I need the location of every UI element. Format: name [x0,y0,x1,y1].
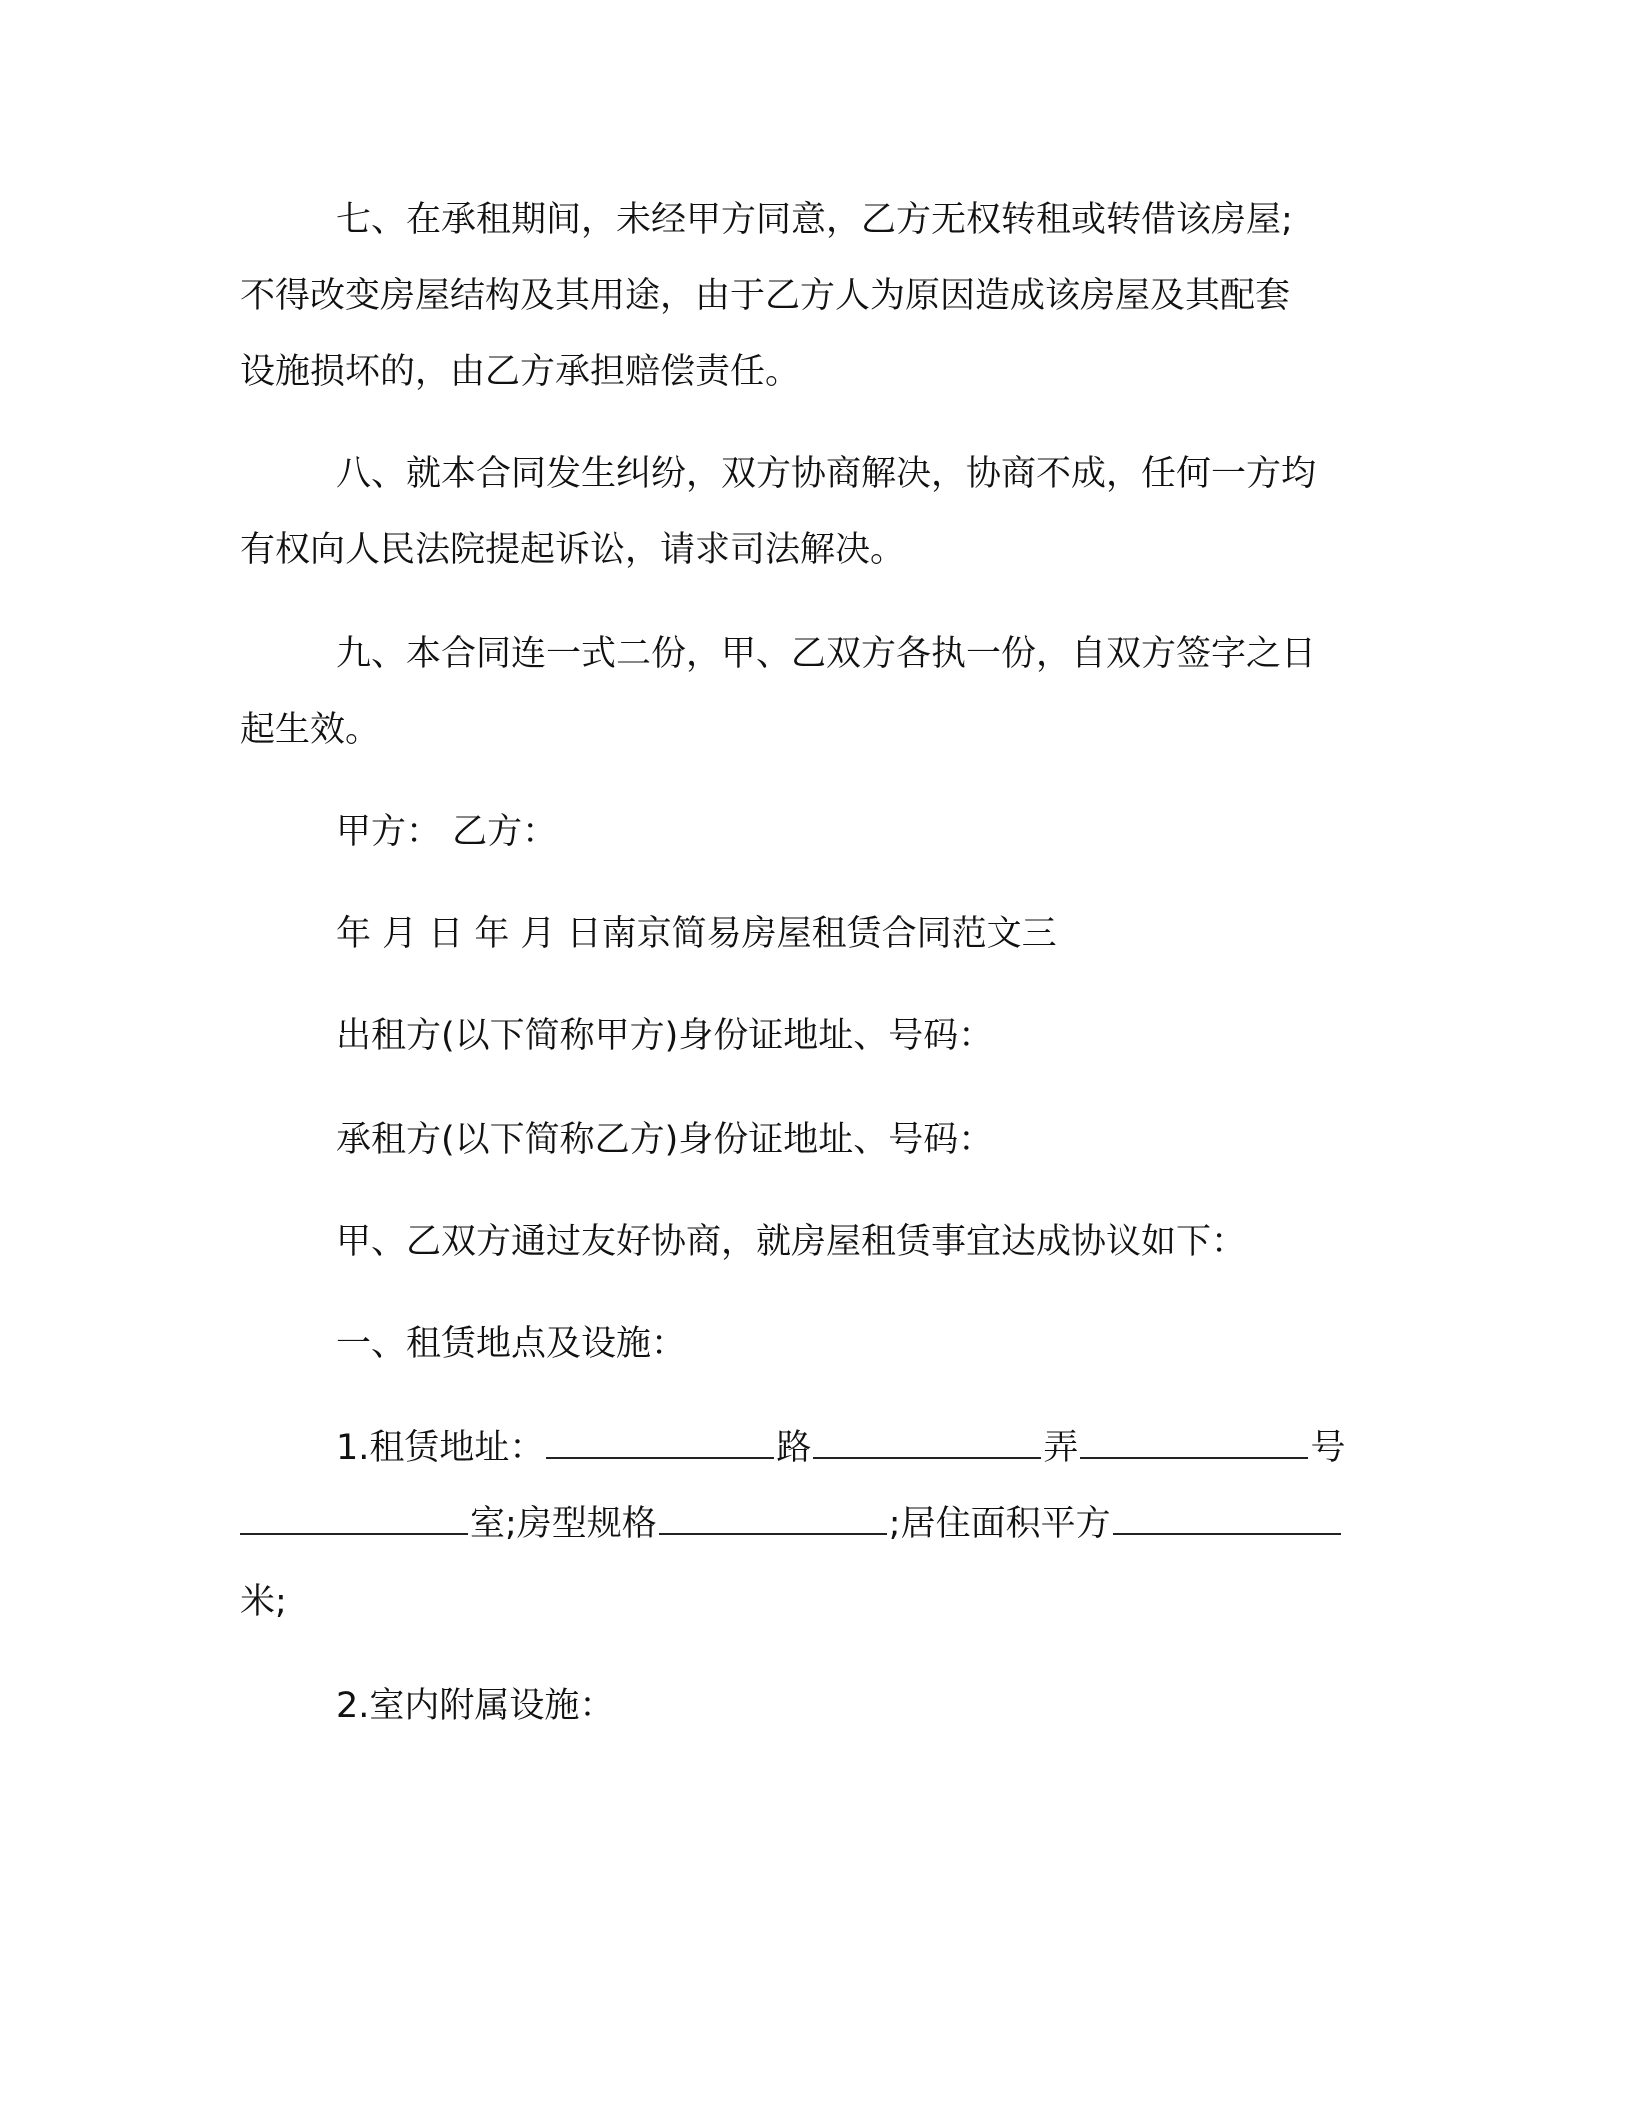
lessee-line: 承租方(以下简称乙方)身份证地址、号码： [336,1120,994,1160]
number-label: 号 [1310,1428,1346,1468]
number-blank [1080,1427,1308,1459]
road-blank [546,1427,774,1459]
room-label: 室;房型规格 [470,1504,657,1544]
area-label: ;居住面积平方 [888,1504,1111,1544]
signature-line: 甲方： 乙方： [336,812,558,852]
room-blank [240,1503,468,1535]
lessor-line: 出租方(以下简称甲方)身份证地址、号码： [336,1016,994,1056]
clause-8-line-2: 有权向人民法院提起诉讼，请求司法解决。 [240,530,906,570]
address-label: 1.租赁地址： [336,1428,545,1468]
clause-7-line-3: 设施损坏的，由乙方承担赔偿责任。 [240,352,801,392]
layout-blank [659,1503,887,1535]
agreement-line: 甲、乙双方通过友好协商，就房屋租赁事宜达成协议如下： [336,1222,1247,1262]
clause-8-line-1: 八、就本合同发生纠纷，双方协商解决，协商不成，任何一方均 [336,454,1317,494]
clause-9-line-1: 九、本合同连一式二份，甲、乙双方各执一份，自双方签字之日 [336,634,1317,674]
clause-9-line-2: 起生效。 [240,710,381,750]
clause-7-line-1: 七、在承租期间，未经甲方同意，乙方无权转租或转借该房屋; [336,200,1293,240]
address-line-2 [240,1500,1343,1548]
address-line-3: 米; [240,1582,287,1622]
section-1-heading: 一、租赁地点及设施： [336,1324,687,1364]
facilities-line: 2.室内附属设施： [336,1686,615,1726]
lane-label: 弄 [1043,1428,1079,1468]
road-label: 路 [776,1428,812,1468]
lane-blank [813,1427,1041,1459]
date-and-title-line: 年 月 日 年 月 日南京简易房屋租赁合同范文三 [336,914,1057,954]
address-line-1 [336,1424,1345,1472]
clause-7-line-2: 不得改变房屋结构及其用途，由于乙方人为原因造成该房屋及其配套 [240,276,1291,316]
area-blank [1113,1503,1341,1535]
